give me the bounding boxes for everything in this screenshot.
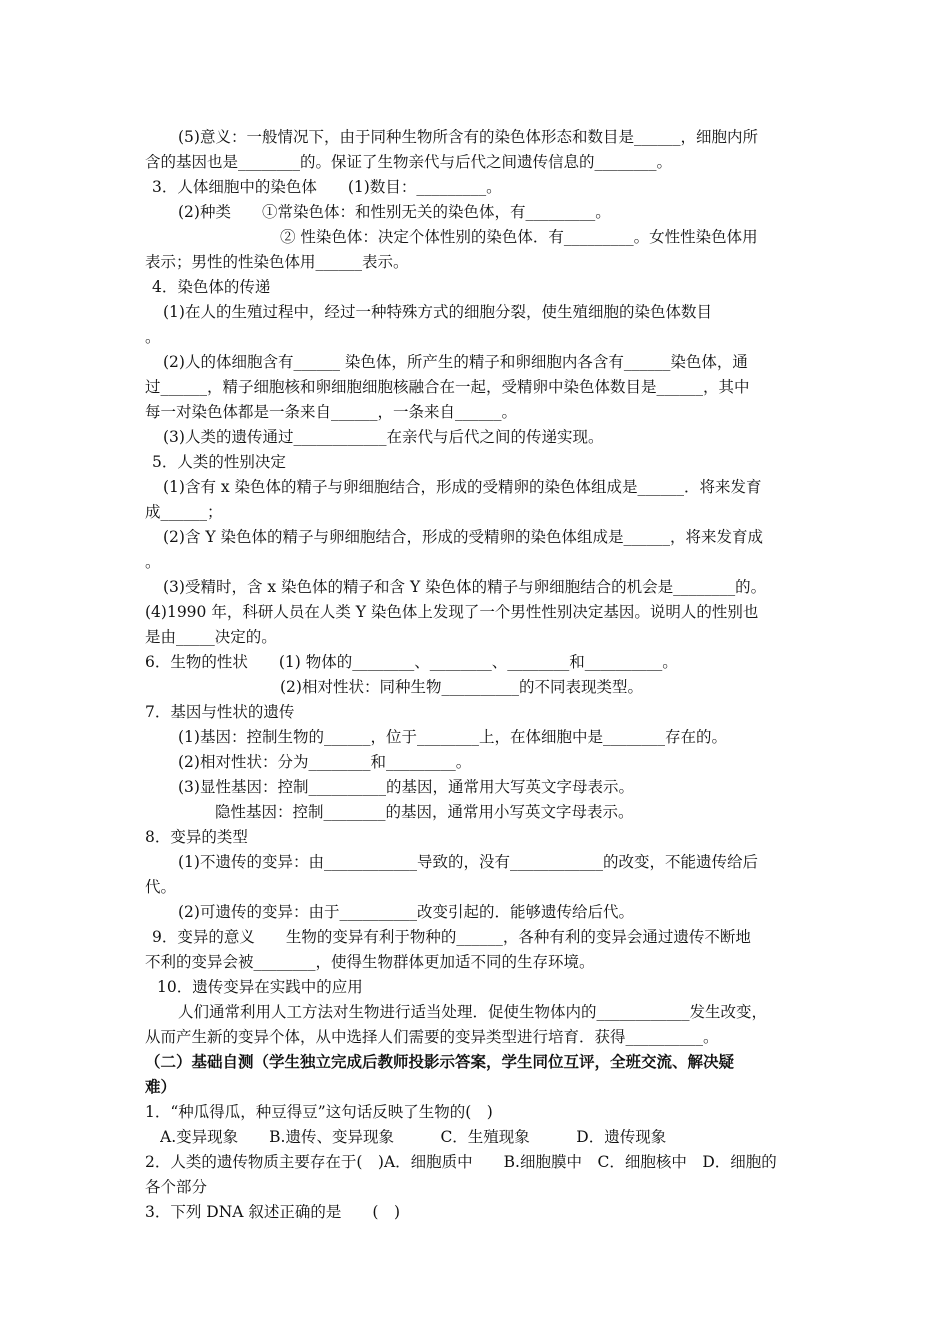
text-line: 不利的变异会被________，使得生物群体更加适不同的生存环境。	[145, 953, 595, 971]
text-line: (4)1990 年，科研人员在人类 Y 染色体上发现了一个男性性别决定基因。说明人的性别也	[145, 603, 759, 621]
text-line: 3．人体细胞中的染色体 (1)数目：_________。	[152, 178, 502, 196]
text-line: (2)种类 ①常染色体：和性别无关的染色体，有_________。	[178, 203, 611, 221]
text-line: ② 性染色体：决定个体性别的染色体．有_________。女性性染色体用	[280, 228, 758, 246]
question-text: 各个部分	[145, 1178, 208, 1196]
text-line: 5．人类的性别决定	[152, 453, 286, 471]
text-line: 从而产生新的变异个体，从中选择人们需要的变异类型进行培育．获得__________。	[145, 1028, 719, 1046]
question-options: A.变异现象 B.遗传、变异现象 C．生殖现象 D．遗传现象	[160, 1128, 667, 1146]
section-heading: 难）	[145, 1077, 177, 1096]
text-line: (1)基因：控制生物的______，位于________上，在体细胞中是________存在的。	[178, 728, 727, 746]
text-line: (3)人类的遗传通过____________在亲代与后代之间的传递实现。	[163, 428, 604, 446]
text-line: 表示；男性的性染色体用______表示。	[145, 253, 409, 271]
text-line: (1)不遗传的变异：由____________导致的，没有____________的改变，不能遗传给后	[178, 853, 758, 871]
question-text: 2．人类的遗传物质主要存在于( )A．细胞质中 B.细胞膜中 C．细胞核中 D．细胞的	[145, 1153, 777, 1171]
text-line: (2)含 Y 染色体的精子与卵细胞结合，形成的受精卵的染色体组成是______，将来发育成	[163, 528, 764, 546]
text-line: (2)可遗传的变异：由于__________改变引起的．能够遗传给后代。	[178, 903, 634, 921]
text-line: (3)受精时，含 x 染色体的精子和含 Y 染色体的精子与卵细胞结合的机会是________的。	[163, 578, 767, 596]
text-line: 4．染色体的传递	[152, 278, 271, 296]
text-line: 人们通常利用人工方法对生物进行适当处理．促使生物体内的____________发生改变，	[178, 1003, 768, 1021]
text-line: (2)人的体细胞含有______ 染色体，所产生的精子和卵细胞内各含有______染色体，通	[163, 353, 748, 371]
text-line: 是由_____决定的。	[145, 628, 277, 646]
section-heading: （二）基础自测（学生独立完成后教师投影示答案，学生同位互评，全班交流、解决疑	[145, 1052, 735, 1071]
text-line: 隐性基因：控制________的基因，通常用小写英文字母表示。	[215, 803, 634, 821]
text-line: 。	[145, 553, 161, 571]
text-line: 代。	[145, 878, 177, 896]
text-line: (1)在人的生殖过程中，经过一种特殊方式的细胞分裂，使生殖细胞的染色体数目	[163, 303, 712, 321]
question-text: 1．“种瓜得瓜，种豆得豆”这句话反映了生物的( )	[145, 1103, 493, 1121]
text-line: 6．生物的性状 (1) 物体的________、________、________和__________。	[145, 653, 678, 671]
text-line: (2)相对性状：分为________和_________。	[178, 753, 472, 771]
text-line: 7．基因与性状的遗传	[145, 703, 295, 721]
text-line: (2)相对性状：同种生物__________的不同表现类型。	[280, 678, 643, 696]
text-line: 8．变异的类型	[145, 828, 248, 846]
text-line: 每一对染色体都是一条来自______，一条来自______。	[145, 403, 518, 421]
text-line: 。	[145, 328, 161, 346]
text-line: (3)显性基因：控制__________的基因，通常用大写英文字母表示。	[178, 778, 634, 796]
text-line: 10．遗传变异在实践中的应用	[157, 978, 363, 996]
text-line: 过______，精子细胞核和卵细胞细胞核融合在一起，受精卵中染色体数目是______，其中	[145, 378, 750, 396]
text-line: (5)意义：一般情况下，由于同种生物所含有的染色体形态和数目是______，细胞内所	[178, 128, 758, 146]
text-line: (1)含有 x 染色体的精子与卵细胞结合，形成的受精卵的染色体组成是______．将来发育	[163, 478, 762, 496]
text-line: 成______；	[145, 503, 223, 521]
question-text: 3．下列 DNA 叙述正确的是 ( )	[145, 1203, 400, 1221]
text-line: 9．变异的意义 生物的变异有利于物种的______，各种有利的变异会通过遗传不断地	[152, 928, 751, 946]
text-line: 含的基因也是________的。保证了生物亲代与后代之间遗传信息的________。	[145, 153, 673, 171]
